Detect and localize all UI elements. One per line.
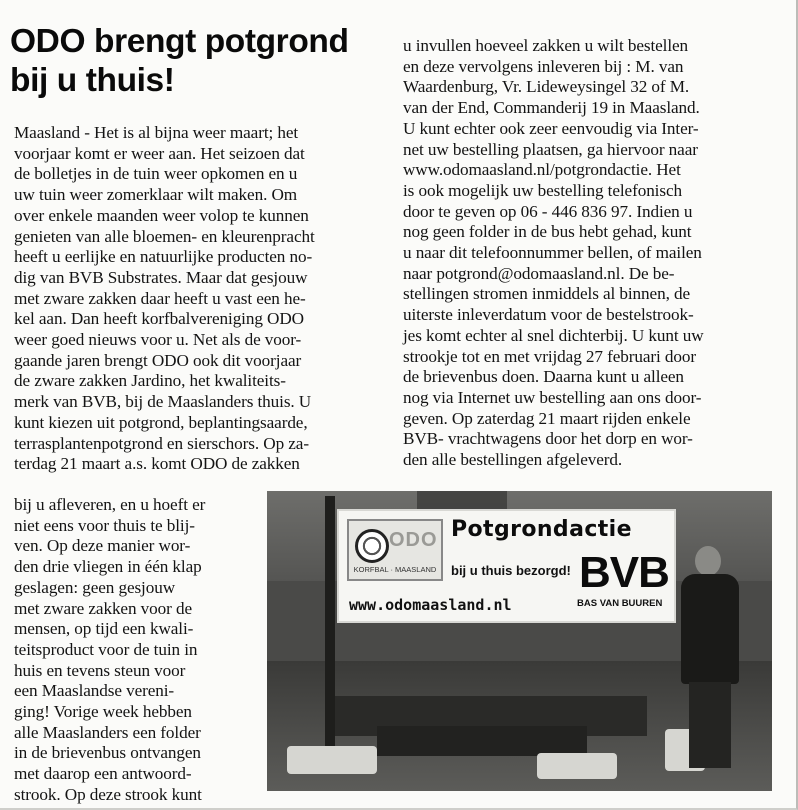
article-text-line: nog via Internet uw bestelling aan ons door- [403, 387, 702, 407]
article-text-line: de brievenbus doen. Daarna kunt u alleen [403, 367, 684, 387]
article-text-line: jes komt echter al snel dichterbij. U kunt uw [403, 325, 704, 345]
article-text-line: BVB- vrachtwagens door het dorp en wor- [403, 429, 693, 449]
article-text-line: is ook mogelijk uw bestelling telefonisch [403, 180, 682, 200]
article-text-line: terdag 21 maart a.s. komt ODO de zakken [14, 454, 300, 474]
article-text-line: u naar dit telefoonnummer bellen, of mailen [403, 243, 702, 263]
article-text-line: met zware zakken daar heeft u vast een he- [14, 288, 306, 308]
article-text-line: van der End, Commanderij 19 in Maasland. [403, 98, 700, 118]
article-text-line: den alle bestellingen afgeleverd. [403, 450, 623, 470]
article-text-line: strookje tot en met vrijdag 27 februari door [403, 346, 696, 366]
article-text-line: in de brievenbus ontvangen [14, 743, 201, 763]
article-text-line: strook. Op deze strook kunt [14, 784, 202, 804]
article-text-line: niet eens voor thuis te blij- [14, 515, 195, 535]
article-text-line: Maasland - Het is al bijna weer maart; het [14, 123, 299, 142]
article-text-line: weer goed nieuws voor u. Net als de voor- [14, 330, 302, 350]
banner-subtitle: bij u thuis bezorgd! [451, 563, 571, 578]
article-text-line: en deze vervolgens inleveren bij : M. van [403, 56, 684, 76]
banner-title: Potgrondactie [451, 517, 632, 542]
article-text-line: U kunt echter ook zeer eenvoudig via Inter- [403, 118, 699, 138]
article-text-line: over enkele maanden weer volop te kunnen [14, 205, 309, 225]
article-text-line: ven. Op deze manier wor- [14, 536, 191, 556]
bvb-logo: BVB [579, 548, 669, 597]
photo-pole [325, 496, 335, 751]
bvb-logo-subtitle: BAS VAN BUUREN [577, 598, 663, 609]
article-text-line: genieten van alle bloemen- en kleurenpracht [14, 226, 315, 246]
article-photo [267, 491, 772, 791]
article-text-line: door te geven op 06 - 446 836 97. Indien u [403, 201, 693, 221]
article-text-line: heeft u eerlijke en natuurlijke producten no- [14, 247, 313, 267]
article-text-line: den drie vliegen in één klap [14, 557, 202, 577]
article-text-line: Waardenburg, Vr. Lideweysingel 32 of M. [403, 77, 690, 97]
headline-line-2: bij u thuis! [10, 62, 175, 99]
person-legs [689, 682, 731, 768]
person-body [681, 574, 739, 684]
article-text-line: terrasplantenpotgrond en sierschors. Op za- [14, 433, 309, 453]
article-text-line: huis en tevens steun voor [14, 660, 186, 680]
article-text-line: uw tuin weer zomerklaar wilt maken. Om [14, 185, 298, 205]
banner-url: www.odomaasland.nl [349, 596, 512, 614]
article-headline [10, 22, 390, 100]
article-text-line: www.odomaasland.nl/potgrondactie. Het [403, 160, 681, 180]
photo-bench-step [377, 726, 587, 756]
potgrondactie-banner [337, 509, 676, 623]
korfball-icon [355, 529, 389, 563]
person-in-photo [675, 546, 747, 771]
article-text-line: stellingen stromen inmiddels al binnen, de [403, 284, 690, 304]
article-text-line: uiterste inleverdatum voor de bestelstrook- [403, 305, 694, 325]
article-text-line: merk van BVB, bij de Maaslanders thuis. U [14, 392, 312, 412]
article-text-line: net uw bestelling plaatsen, ga hiervoor naar [403, 139, 698, 159]
article-text-line: een Maaslandse vereni- [14, 681, 175, 701]
article-text-line: kunt kiezen uit potgrond, beplantingsaarde, [14, 412, 308, 432]
odo-logo-text: ODO [389, 529, 438, 551]
potgrond-bag [537, 753, 617, 779]
article-text-line: met zware zakken voor de [14, 598, 192, 618]
odo-logo-subtitle: KORFBAL · MAASLAND [353, 565, 437, 574]
article-column-1-narrow [14, 495, 264, 806]
article-text-line: de zware zakken Jardino, het kwaliteits- [14, 371, 286, 391]
article-text-line: naar potgrond@odomaasland.nl. De be- [403, 263, 675, 283]
article-text-line: ging! Vorige week hebben [14, 702, 192, 722]
article-text-line: de bolletjes in de tuin weer opkomen en u [14, 164, 298, 184]
article-text-line: voorjaar komt er weer aan. Het seizoen dat [14, 143, 305, 163]
article-text-line: bij u afleveren, en u hoeft er [14, 495, 206, 514]
article-text-line: alle Maaslanders een folder [14, 722, 201, 742]
article-text-line: gaande jaren brengt ODO ook dit voorjaar [14, 350, 302, 370]
article-text-line: u invullen hoeveel zakken u wilt bestellen [403, 36, 689, 55]
odo-logo [347, 519, 443, 581]
article-text-line: dig van BVB Substrates. Maar dat gesjouw [14, 267, 308, 287]
article-text-line: teitsproduct voor de tuin in [14, 639, 198, 659]
article-text-line: met daarop een antwoord- [14, 764, 192, 784]
article-text-line: nog geen folder in de bus hebt gehad, kunt [403, 222, 692, 242]
article-column-1 [14, 123, 382, 475]
potgrond-bag [287, 746, 377, 774]
article-column-2 [403, 36, 775, 471]
article-text-line: geven. Op zaterdag 21 maart rijden enkele [403, 408, 691, 428]
person-head [695, 546, 721, 576]
headline-line-1: ODO brengt potgrond [10, 23, 349, 60]
article-text-line: mensen, op tijd een kwali- [14, 619, 194, 639]
article-text-line: kel aan. Dan heeft korfbalvereniging ODO [14, 309, 304, 329]
article-text-line: geslagen: geen gesjouw [14, 577, 176, 597]
